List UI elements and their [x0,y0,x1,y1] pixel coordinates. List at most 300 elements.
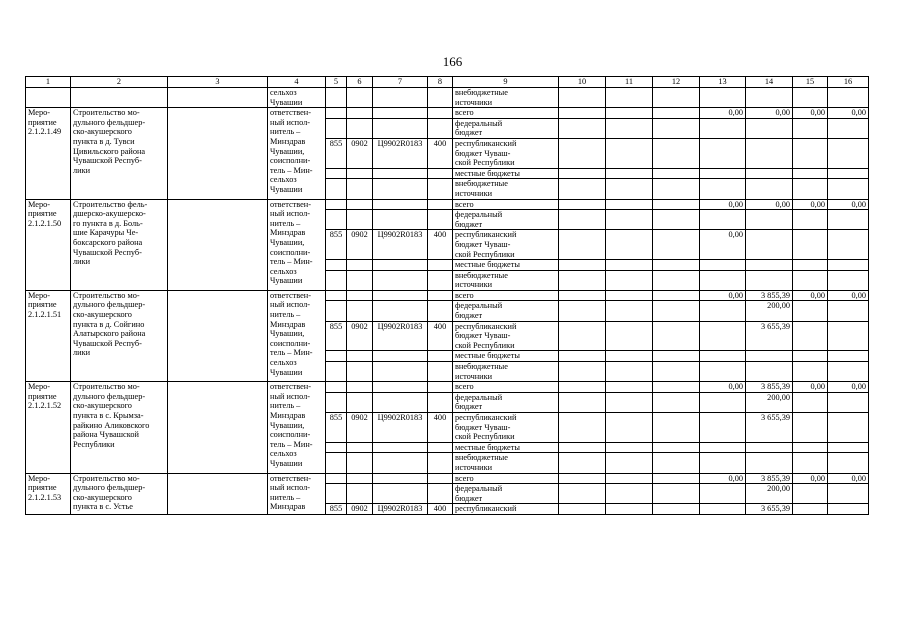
value-cell [746,230,793,260]
value-cell [828,230,869,260]
value-cell: 0,00 [700,290,746,301]
event-name-cell: Строительство мо- дульного фельдшер- ско-акушерского пункта в с. Крымза- райкино Аликовского района Чувашской Республики [71,382,168,473]
cell [373,168,428,179]
source-cell: внебюджетные источники [453,179,559,199]
cell [373,210,428,230]
cell [653,270,700,290]
cell [653,118,700,138]
cell [347,351,373,362]
source-cell: федеральный бюджет [453,301,559,321]
value-cell [793,270,828,290]
cell [373,199,428,210]
cell [559,321,606,351]
value-cell [700,392,746,412]
executor-cell: ответствен- ный испол- нитель – Минздрав [268,473,326,514]
source-cell: республиканский бюджет Чуваш- ской Республики [453,413,559,443]
cell [428,179,453,199]
cell [559,301,606,321]
vr-cell: 400 [428,504,453,515]
cell [326,210,347,230]
value-cell [828,138,869,168]
value-cell: 0,00 [746,199,793,210]
cell [428,88,453,108]
cell [347,290,373,301]
cell [347,199,373,210]
cell [347,484,373,504]
value-cell [746,138,793,168]
event-number-cell: Меро- приятие 2.1.2.1.52 [26,382,71,473]
column-header: 8 [428,77,453,88]
table-row [26,108,869,119]
cell [347,473,373,484]
cell [653,88,700,108]
column-header: 6 [347,77,373,88]
cell [746,88,793,108]
value-cell: 0,00 [793,473,828,484]
value-cell [828,442,869,453]
cell [326,453,347,473]
value-cell: 0,00 [700,230,746,260]
cell [347,118,373,138]
value-cell [793,453,828,473]
continuation-row [26,88,869,108]
csr-cell: Ц9902R0183 [373,413,428,443]
cell [559,210,606,230]
cell [347,392,373,412]
cell [326,88,347,108]
column-header: 1 [26,77,71,88]
value-cell [746,179,793,199]
column-header-row [26,77,869,88]
value-cell [700,301,746,321]
cell [606,210,653,230]
source-cell: республиканский бюджет Чуваш- ской Республики [453,230,559,260]
cell [653,484,700,504]
cell [428,382,453,393]
cell [653,260,700,271]
cell [428,270,453,290]
value-cell [793,442,828,453]
cell [653,199,700,210]
cell [347,442,373,453]
cell [168,88,268,108]
cell [559,168,606,179]
cell [606,453,653,473]
source-cell: внебюджетные источники [453,270,559,290]
cell [828,88,869,108]
value-cell [828,392,869,412]
value-cell [793,321,828,351]
cell [559,138,606,168]
value-cell [746,270,793,290]
event-number-cell: Меро- приятие 2.1.2.1.51 [26,290,71,381]
cell [373,362,428,382]
column-header: 9 [453,77,559,88]
cell [559,442,606,453]
column-header: 14 [746,77,793,88]
cell [326,118,347,138]
cell [653,413,700,443]
cell [326,301,347,321]
cell [700,88,746,108]
cell [653,210,700,230]
cell [373,453,428,473]
value-cell [828,362,869,382]
cell [559,179,606,199]
value-cell: 0,00 [828,473,869,484]
cell [606,382,653,393]
value-cell [793,230,828,260]
table-row [26,290,869,301]
grbs-cell: 855 [326,504,347,515]
source-cell: федеральный бюджет [453,392,559,412]
cell [559,392,606,412]
cell [347,179,373,199]
csr-cell: Ц9902R0183 [373,138,428,168]
cell [347,453,373,473]
source-cell: федеральный бюджет [453,484,559,504]
value-cell [746,210,793,230]
value-cell [828,484,869,504]
cell [559,270,606,290]
source-cell: республиканский бюджет Чуваш- ской Республики [453,321,559,351]
value-cell: 0,00 [700,382,746,393]
value-cell: 0,00 [700,473,746,484]
event-number-cell: Меро- приятие 2.1.2.1.50 [26,199,71,290]
cell [373,301,428,321]
cell [653,301,700,321]
value-cell [793,413,828,443]
cell [559,230,606,260]
cell [653,321,700,351]
cell [559,118,606,138]
value-cell: 3 655,39 [746,504,793,515]
csr-cell: Ц9902R0183 [373,230,428,260]
cell [653,138,700,168]
event-name-cell: Строительство мо- дульного фельдшер- ско-акушерского пункта в д. Тувси Цивильского района Чувашской Респуб- лики [71,108,168,199]
cell [347,260,373,271]
value-cell [828,260,869,271]
cell [606,138,653,168]
cell [428,484,453,504]
cell [606,118,653,138]
cell [428,301,453,321]
value-cell [746,442,793,453]
value-cell [793,484,828,504]
value-cell: 200,00 [746,301,793,321]
value-cell [828,321,869,351]
grbs-cell: 855 [326,321,347,351]
column-header: 3 [168,77,268,88]
cell [373,179,428,199]
executor-cell: ответствен- ный испол- нитель – Минздрав Чувашии, соисполни- тель – Мин- сельхоз Чувашии [268,290,326,381]
vr-cell: 400 [428,321,453,351]
cell [373,473,428,484]
value-cell [793,351,828,362]
source-cell: внебюджетные источники [453,453,559,473]
cell [373,118,428,138]
cell [559,504,606,515]
value-cell [746,351,793,362]
value-cell [793,179,828,199]
cell [326,382,347,393]
cell [168,199,268,290]
source-cell: всего [453,290,559,301]
cell [326,260,347,271]
cell [373,392,428,412]
value-cell [700,351,746,362]
cell [428,473,453,484]
value-cell: 3 855,39 [746,290,793,301]
source-cell: федеральный бюджет [453,210,559,230]
column-header: 13 [700,77,746,88]
value-cell: 0,00 [828,290,869,301]
cell [326,362,347,382]
cell [347,270,373,290]
column-header: 10 [559,77,606,88]
value-cell: 0,00 [746,108,793,119]
value-cell [746,118,793,138]
value-cell [828,413,869,443]
cell [793,88,828,108]
cell [559,413,606,443]
cell [326,270,347,290]
value-cell [746,168,793,179]
column-header: 16 [828,77,869,88]
cell [606,504,653,515]
cell [606,473,653,484]
cell [606,270,653,290]
value-cell [746,260,793,271]
cell [326,351,347,362]
cell [559,260,606,271]
value-cell [828,351,869,362]
cell [428,290,453,301]
value-cell [828,118,869,138]
cell [428,210,453,230]
value-cell: 0,00 [828,199,869,210]
column-header: 12 [653,77,700,88]
budget-table [25,76,869,515]
rz-cell: 0902 [347,230,373,260]
cell [653,392,700,412]
vr-cell: 400 [428,413,453,443]
cell [606,260,653,271]
cell [326,199,347,210]
cell [428,392,453,412]
value-cell [700,413,746,443]
value-cell [828,168,869,179]
cell [347,168,373,179]
table-row [26,199,869,210]
source-cell: республиканский [453,504,559,515]
cell [606,442,653,453]
cell [428,260,453,271]
cell [653,351,700,362]
cell [428,118,453,138]
cell [326,290,347,301]
event-name-cell: Строительство фель- дшерско-акушерско- го пункта в д. Боль- шие Карачуры Че- боксарского района Чувашской Респуб- лики [71,199,168,290]
value-cell [828,504,869,515]
cell [428,362,453,382]
cell [326,168,347,179]
cell [653,504,700,515]
cell [168,290,268,381]
value-cell [793,301,828,321]
grbs-cell: 855 [326,230,347,260]
cell [606,199,653,210]
value-cell [700,179,746,199]
value-cell: 200,00 [746,392,793,412]
table-row [26,473,869,484]
value-cell [700,118,746,138]
event-name-cell: Строительство мо- дульного фельдшер- ско-акушерского пункта в д. Сойгино Алатырского района Чувашской Респуб- лики [71,290,168,381]
value-cell [828,210,869,230]
cell [347,382,373,393]
source-cell: внебюджетные источники [453,88,559,108]
cell [326,108,347,119]
cell [559,108,606,119]
value-cell [700,442,746,453]
vr-cell: 400 [428,230,453,260]
page-number: 166 [442,54,463,69]
rz-cell: 0902 [347,321,373,351]
table-row [26,382,869,393]
source-cell: местные бюджеты [453,168,559,179]
cell [326,473,347,484]
cell [373,88,428,108]
cell [347,362,373,382]
cell [606,108,653,119]
source-cell: всего [453,108,559,119]
cell [373,484,428,504]
value-cell [700,138,746,168]
cell [168,473,268,514]
value-cell: 3 655,39 [746,413,793,443]
cell [606,362,653,382]
cell [373,351,428,362]
cell [326,392,347,412]
value-cell [700,168,746,179]
source-cell: республиканский бюджет Чуваш- ской Республики [453,138,559,168]
column-header: 2 [71,77,168,88]
cell [606,179,653,199]
cell [373,442,428,453]
event-number-cell: Меро- приятие 2.1.2.1.53 [26,473,71,514]
cell [168,108,268,199]
cell [559,473,606,484]
value-cell [793,392,828,412]
value-cell [828,270,869,290]
cell [428,351,453,362]
cell [653,168,700,179]
cell [653,179,700,199]
value-cell [793,504,828,515]
cell [559,88,606,108]
cell [653,230,700,260]
column-header: 15 [793,77,828,88]
cell [653,362,700,382]
value-cell: 0,00 [700,199,746,210]
source-cell: всего [453,199,559,210]
source-cell: внебюджетные источники [453,362,559,382]
value-cell [700,321,746,351]
cell [559,453,606,473]
value-cell [700,210,746,230]
value-cell: 0,00 [793,108,828,119]
column-header: 11 [606,77,653,88]
cell [606,88,653,108]
cell [428,108,453,119]
rz-cell: 0902 [347,413,373,443]
value-cell: 3 855,39 [746,382,793,393]
source-cell: местные бюджеты [453,260,559,271]
value-cell [746,362,793,382]
cell [559,362,606,382]
value-cell: 0,00 [700,108,746,119]
column-header: 5 [326,77,347,88]
cell [653,453,700,473]
executor-cell: ответствен- ный испол- нитель – Минздрав Чувашии, соисполни- тель – Мин- сельхоз Чувашии [268,199,326,290]
rz-cell: 0902 [347,138,373,168]
cell [559,351,606,362]
cell [347,88,373,108]
value-cell [700,260,746,271]
value-cell: 0,00 [793,382,828,393]
cell [653,442,700,453]
cell [653,290,700,301]
cell [559,382,606,393]
cell [347,108,373,119]
cell [606,168,653,179]
source-cell: всего [453,382,559,393]
cell [606,351,653,362]
rz-cell: 0902 [347,504,373,515]
executor-cell: ответствен- ный испол- нитель – Минздрав Чувашии, соисполни- тель – Мин- сельхоз Чувашии [268,382,326,473]
cell [373,382,428,393]
grbs-cell: 855 [326,138,347,168]
cell [347,210,373,230]
cell [326,484,347,504]
value-cell [793,118,828,138]
cell [326,179,347,199]
event-name-cell: Строительство мо- дульного фельдшер- ско-акушерского пункта в с. Устье [71,473,168,514]
grbs-cell: 855 [326,413,347,443]
csr-cell: Ц9902R0183 [373,504,428,515]
vr-cell: 400 [428,138,453,168]
value-cell [828,301,869,321]
cell [373,270,428,290]
cell [606,290,653,301]
value-cell [828,179,869,199]
cell [347,301,373,321]
cell [606,230,653,260]
value-cell [700,270,746,290]
value-cell: 3 655,39 [746,321,793,351]
value-cell: 0,00 [828,382,869,393]
cell [653,108,700,119]
cell [606,484,653,504]
cell [168,382,268,473]
value-cell: 0,00 [793,290,828,301]
value-cell [700,504,746,515]
cell [559,199,606,210]
value-cell [793,260,828,271]
cell [653,473,700,484]
value-cell [793,362,828,382]
column-header: 7 [373,77,428,88]
value-cell [746,453,793,473]
